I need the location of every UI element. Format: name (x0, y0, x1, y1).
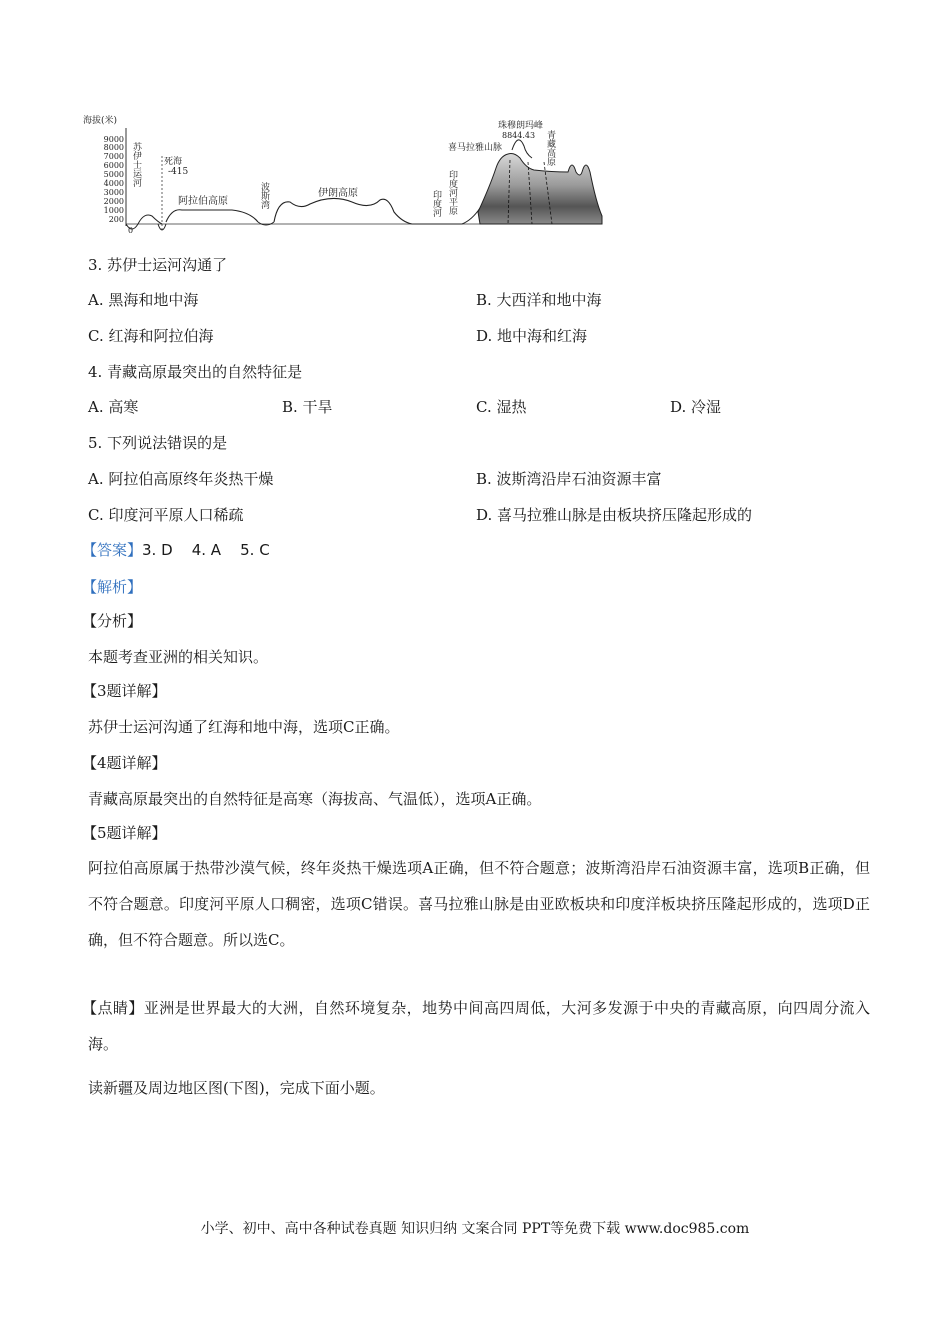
iranian-plateau-profile (274, 198, 412, 224)
detail-5-text: 阿拉伯高原属于热带沙漠气候，终年炎热干燥选项A正确，但不符合题意；波斯湾沿岸石油资源丰富，选项B正确，但不符合题意。印度河平原人口稠密，选项C错误。喜马拉雅山脉是由亚欧板块和印度洋板块挤压隆起形成的，选项D正确，但不符合题意。所以选C。 (88, 859, 870, 949)
q5-stem: 5. 下列说法错误的是 (88, 434, 228, 452)
y-tick-label: 0 (128, 226, 134, 235)
y-tick-label: 200 (108, 215, 124, 224)
q4-option-a[interactable]: A. 高寒 (88, 398, 139, 416)
label-iranian-plateau: 伊朗高原 (318, 188, 358, 199)
q5-option-d[interactable]: D. 喜马拉雅山脉是由板块挤压隆起形成的 (476, 506, 753, 524)
terrain-profile-figure (82, 112, 612, 240)
answer-label: 【答案】 (82, 541, 143, 559)
q5-option-c[interactable]: C. 印度河平原人口稀疏 (88, 506, 244, 524)
y-tick-label: 7000 (103, 152, 124, 161)
detail-4-text: 青藏高原最突出的自然特征是高寒（海拔高、气温低），选项A正确。 (88, 790, 542, 808)
q3-option-d[interactable]: D. 地中海和红海 (476, 327, 588, 345)
label-tibet-plateau: 青藏高原 (545, 130, 555, 166)
dianjing-text: 亚洲是世界最大的大洲，自然环境复杂，地势中间高四周低，大河多发源于中央的青藏高原，向四周分流入海。 (88, 999, 870, 1053)
q5-option-b[interactable]: B. 波斯湾沿岸石油资源丰富 (476, 470, 662, 488)
arabian-plateau-profile (166, 210, 258, 222)
y-tick-label: 9000 (103, 135, 124, 144)
q3-option-b[interactable]: B. 大西洋和地中海 (476, 291, 602, 309)
q4-option-d[interactable]: D. 冷湿 (670, 398, 722, 416)
label-persian-gulf: 波斯湾 (259, 182, 269, 209)
q5-option-a[interactable]: A. 阿拉伯高原终年炎热干燥 (88, 470, 274, 488)
label-dead-sea-depth: -415 (168, 167, 189, 177)
persian-gulf-dip (258, 222, 274, 225)
y-tick-label: 8000 (103, 143, 124, 152)
q4-stem: 4. 青藏高原最突出的自然特征是 (88, 363, 303, 381)
y-tick-label: 6000 (103, 161, 124, 170)
next-intro: 读新疆及周边地区图(下图)，完成下面小题。 (88, 1079, 385, 1097)
label-himalaya: 喜马拉雅山脉 (448, 143, 503, 153)
label-dead-sea: 死海 (164, 157, 183, 167)
indus-plain-profile (412, 208, 480, 224)
label-everest: 珠穆朗玛峰 (498, 121, 544, 131)
analysis-label: 【解析】 (82, 578, 143, 596)
q4-option-b[interactable]: B. 干旱 (282, 398, 333, 416)
label-indus-plain: 印度河平原 (447, 170, 457, 215)
detail-4-label: 【4题详解】 (82, 754, 167, 772)
y-axis-title: 海拔(米) (83, 116, 118, 126)
answer-text: 3. D 4. A 5. C (142, 541, 270, 559)
y-tick-label: 2000 (103, 197, 124, 206)
page-footer: 小学、初中、高中各种试卷真题 知识归纳 文案合同 PPT等免费下载 www.doc985.com (200, 1221, 750, 1237)
y-tick-label: 3000 (103, 188, 124, 197)
answer-line (82, 540, 270, 560)
q3-option-a[interactable]: A. 黑海和地中海 (88, 291, 199, 309)
y-tick-label: 4000 (103, 179, 124, 188)
q3-option-c[interactable]: C. 红海和阿拉伯海 (88, 327, 214, 345)
y-tick-label: 1000 (103, 206, 124, 215)
dianjing-block (82, 990, 870, 1062)
label-everest-height: 8844.43 (502, 131, 536, 140)
y-tick-label: 5000 (103, 170, 124, 179)
detail-5-label: 【5题详解】 (82, 824, 167, 842)
detail-3-text: 苏伊士运河沟通了红海和地中海，选项C正确。 (88, 718, 400, 736)
fenxi-label: 【分析】 (82, 612, 143, 630)
label-indus-river: 印度河 (431, 190, 441, 217)
label-arabian-plateau: 阿拉伯高原 (178, 196, 228, 207)
q3-stem: 3. 苏伊士运河沟通了 (88, 256, 228, 274)
himalaya-tibet-profile (478, 154, 602, 225)
q4-option-c[interactable]: C. 湿热 (476, 398, 527, 416)
label-suez: 苏伊士运河 (131, 142, 141, 187)
dianjing-label: 【点睛】 (82, 999, 144, 1017)
detail-3-label: 【3题详解】 (82, 682, 167, 700)
fenxi-text: 本题考查亚洲的相关知识。 (88, 648, 269, 666)
